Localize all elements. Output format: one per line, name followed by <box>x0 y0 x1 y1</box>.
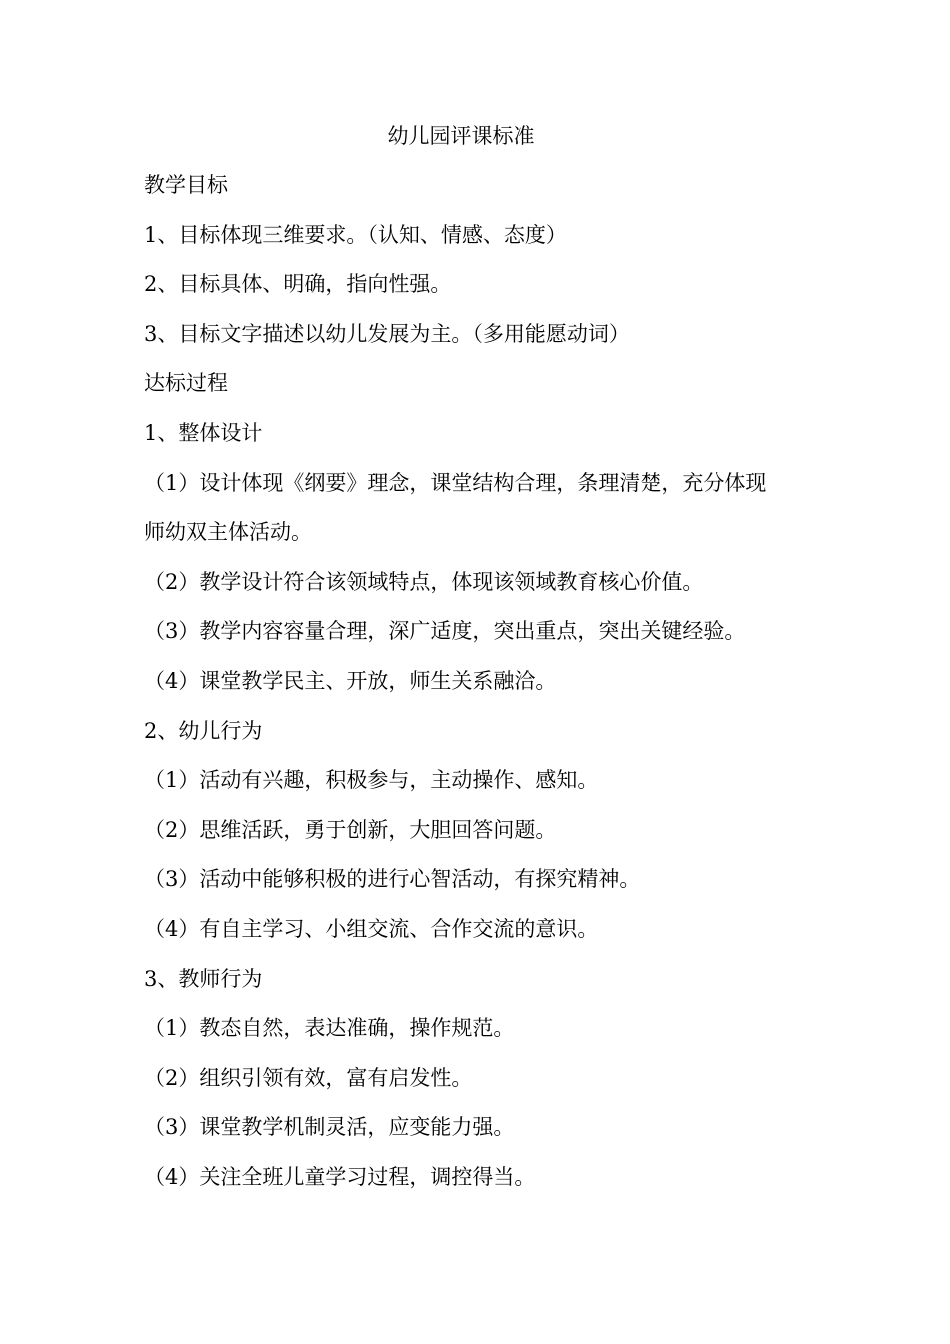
section-heading-teaching-goals: 教学目标 <box>144 173 228 197</box>
design-item-4: （4）课堂教学民主、开放，师生关系融洽。 <box>144 668 557 693</box>
child-item-3: （3）活动中能够积极的进行心智活动，有探究精神。 <box>144 867 641 892</box>
teacher-item-1: （1）教态自然，表达准确，操作规范。 <box>144 1016 515 1041</box>
goal-item-2: 2、目标具体、明确，指向性强。 <box>144 272 452 297</box>
design-item-1: （1）设计体现《纲要》理念，课堂结构合理，条理清楚，充分体现 <box>144 470 767 495</box>
subsection-heading-overall-design: 1、整体设计 <box>144 420 263 445</box>
design-item-1-continued: 师幼双主体活动。 <box>144 520 312 545</box>
child-item-1: （1）活动有兴趣，积极参与，主动操作、感知。 <box>144 768 599 793</box>
child-item-4: （4）有自主学习、小组交流、合作交流的意识。 <box>144 916 599 941</box>
subsection-heading-child-behavior: 2、幼儿行为 <box>144 718 263 743</box>
teacher-item-3: （3）课堂教学机制灵活，应变能力强。 <box>144 1115 515 1140</box>
document-body <box>144 167 824 1208</box>
goal-item-1: 1、目标体现三维要求。（认知、情感、态度） <box>144 222 567 247</box>
subsection-heading-teacher-behavior: 3、教师行为 <box>144 966 263 991</box>
child-item-2: （2）思维活跃，勇于创新，大胆回答问题。 <box>144 817 557 842</box>
design-item-3: （3）教学内容容量合理，深广适度，突出重点，突出关键经验。 <box>144 619 746 644</box>
design-item-2: （2）教学设计符合该领域特点，体现该领域教育核心价值。 <box>144 569 704 594</box>
teacher-item-2: （2）组织引领有效，富有启发性。 <box>144 1065 473 1090</box>
teacher-item-4: （4）关注全班儿童学习过程，调控得当。 <box>144 1164 536 1189</box>
section-heading-process: 达标过程 <box>144 371 228 396</box>
goal-item-3: 3、目标文字描述以幼儿发展为主。（多用能愿动词） <box>144 321 630 346</box>
document-title: 幼儿园评课标准 <box>387 124 535 148</box>
